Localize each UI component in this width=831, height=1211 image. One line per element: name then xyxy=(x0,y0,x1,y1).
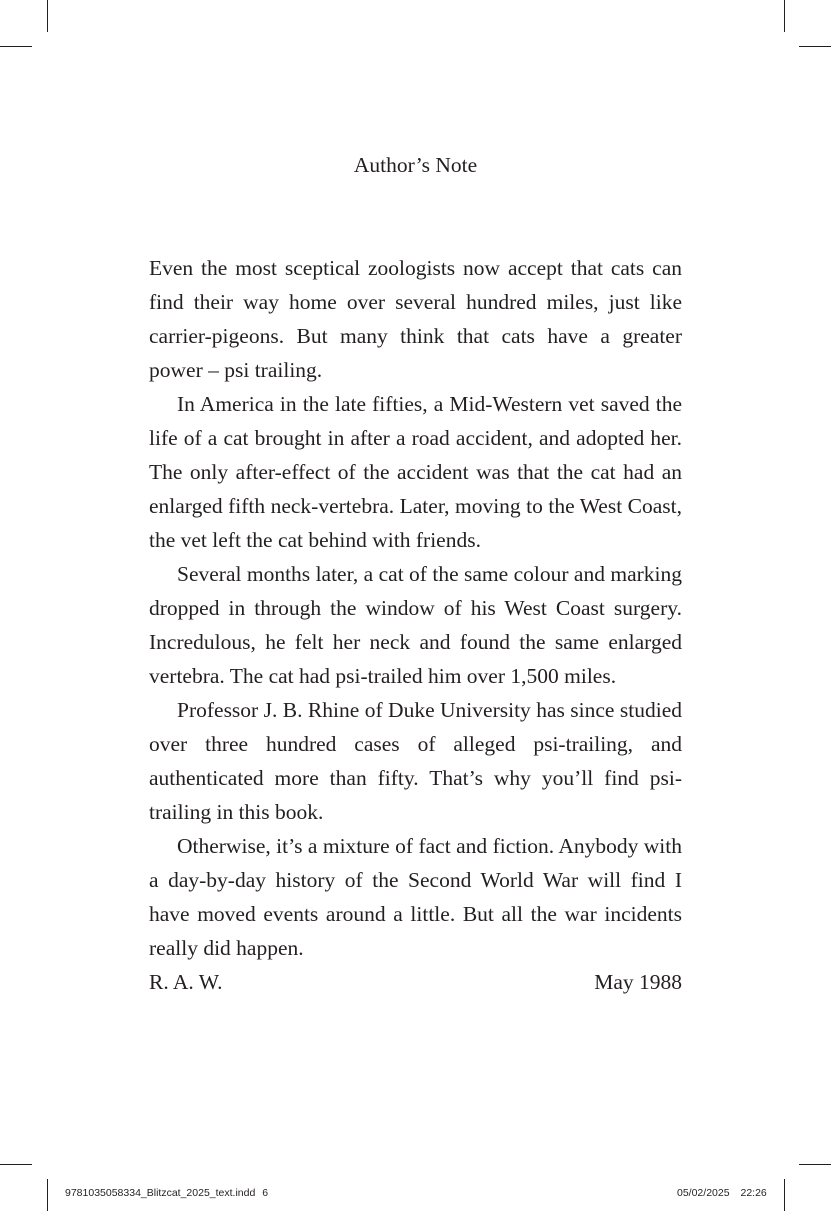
paragraph-5: Otherwise, it’s a mixture of fact and fiction. Anybody with a day-by-day history of the Second World War will find I have moved events around a little. But all the war incidents really did happen. xyxy=(149,834,682,960)
signoff xyxy=(149,965,682,999)
slug-page-number: 6 xyxy=(262,1187,269,1199)
paragraph-2: In America in the late fifties, a Mid-Western vet saved the life of a cat brought in after a road accident, and adopted her. The only after-effect of the accident was that the cat had an enlarged fifth neck-vertebra. Later, moving to the West Coast, the vet left the cat behind with friends. xyxy=(149,392,682,552)
signoff-date: May 1988 xyxy=(594,970,682,994)
crop-mark-top-left-horizontal xyxy=(0,46,32,47)
crop-mark-top-right-vertical xyxy=(784,0,785,32)
crop-mark-top-left-vertical xyxy=(47,0,48,32)
crop-mark-bottom-right-horizontal xyxy=(799,1164,831,1165)
paragraph-1: Even the most sceptical zoologists now accept that cats can find their way home over several hundred miles, just like carrier-pigeons. But many think that cats have a greater power – psi trailing. xyxy=(149,256,682,382)
crop-mark-bottom-left-vertical xyxy=(47,1179,48,1211)
paragraph-3: Several months later, a cat of the same colour and marking dropped in through the window of his West Coast surgery. Incredulous, he felt her neck and found the same enlarged vertebra. The cat had psi-trailed him over 1,500 miles. xyxy=(149,562,682,688)
slug-file-info xyxy=(65,1187,268,1199)
slug-filename: 9781035058334_Blitzcat_2025_text.indd xyxy=(65,1187,256,1199)
crop-mark-bottom-right-vertical xyxy=(784,1179,785,1211)
slug-time: 22:26 xyxy=(740,1187,767,1199)
page-title: Author’s Note xyxy=(353,153,478,177)
author-initials: R. A. W. xyxy=(149,970,223,994)
crop-mark-top-right-horizontal xyxy=(799,46,831,47)
slug-date: 05/02/2025 xyxy=(677,1187,730,1199)
slug-timestamp xyxy=(677,1187,767,1199)
body-text xyxy=(149,251,682,999)
crop-mark-bottom-left-horizontal xyxy=(0,1164,32,1165)
paragraph-4: Professor J. B. Rhine of Duke University has since studied over three hundred cases of alleged psi-trailing, and authenticated more than fifty. That’s why you’ll find psi-trailing in this book. xyxy=(149,698,682,824)
